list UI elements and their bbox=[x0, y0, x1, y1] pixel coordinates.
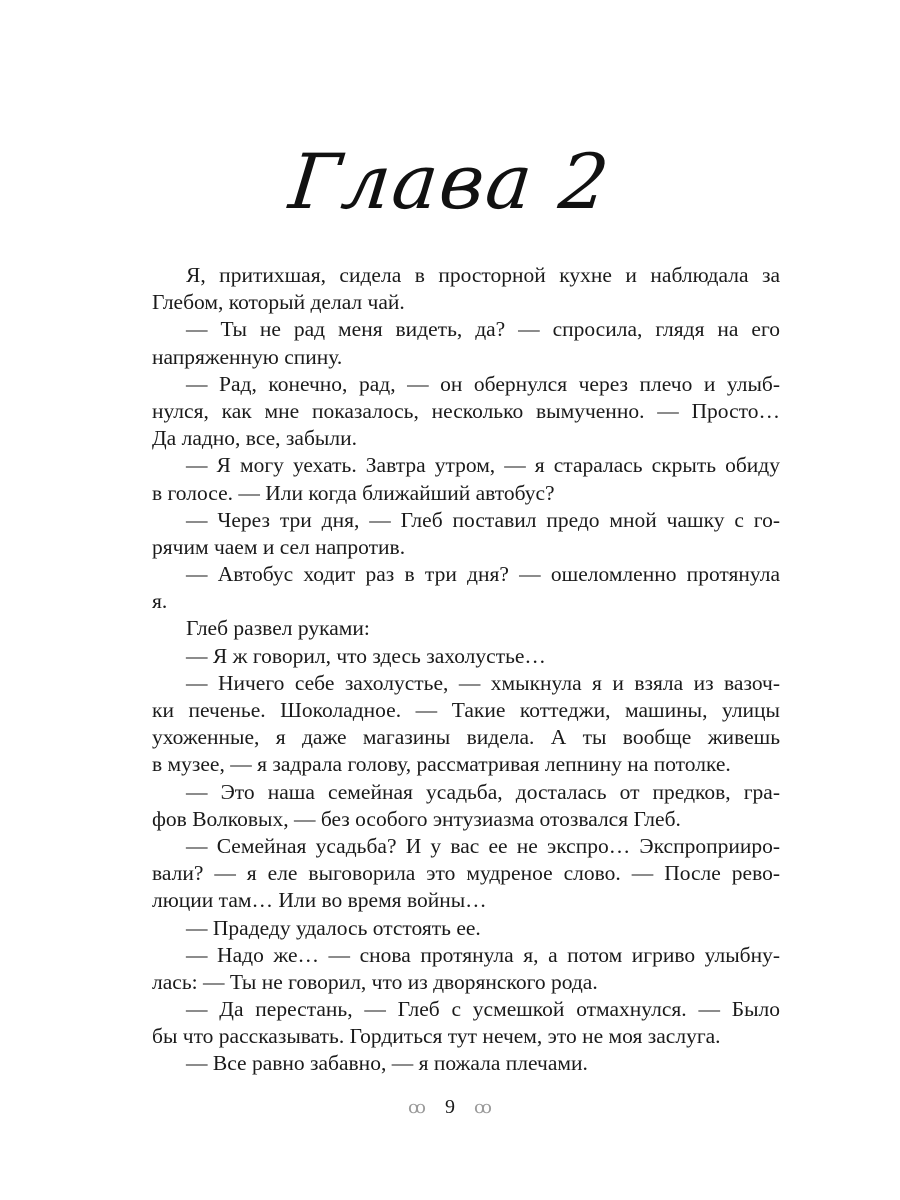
text-line: бы что рассказывать. Гордиться тут нечем, это не моя заслуга. bbox=[152, 1024, 721, 1049]
text-line: — Это наша семейная усадьба, досталась от предков, гра- bbox=[186, 779, 780, 804]
text-line: — Я ж говорил, что здесь захолустье… bbox=[186, 643, 546, 668]
text-line: — Да перестань, — Глеб с усмешкой отмахнулся. — Было bbox=[186, 997, 780, 1022]
text-line: в голосе. — Или когда ближайший автобус? bbox=[152, 480, 555, 505]
text-line: — Рад, конечно, рад, — он обернулся через плечо и улыб- bbox=[186, 371, 780, 396]
text-line: — Все равно забавно, — я пожала плечами. bbox=[186, 1051, 588, 1076]
text-line: — Автобус ходит раз в три дня? — ошеломленно протянула bbox=[186, 562, 780, 587]
left-flourish-icon: ꝏ bbox=[408, 1097, 426, 1118]
text-line: нулся, как мне показалось, несколько вымученно. — Просто… bbox=[152, 398, 780, 423]
text-line: фов Волковых, — без особого энтузиазма отозвался Глеб. bbox=[152, 806, 681, 831]
chapter-title: Глава 2 bbox=[285, 137, 615, 226]
text-line: в музее, — я задрала голову, рассматривая лепнину на потолке. bbox=[152, 752, 731, 777]
text-line: — Через три дня, — Глеб поставил предо мной чашку с го- bbox=[186, 507, 780, 532]
text-line: я. bbox=[152, 589, 168, 614]
text-line: Да ладно, все, забыли. bbox=[152, 426, 357, 451]
text-line: лась: — Ты не говорил, что из дворянского рода. bbox=[152, 969, 598, 994]
text-line: — Ничего себе захолустье, — хмыкнула я и взяла из вазоч- bbox=[186, 670, 780, 695]
text-line: — Ты не рад меня видеть, да? — спросила, глядя на его bbox=[186, 317, 780, 342]
right-flourish-icon: ꝏ bbox=[474, 1097, 492, 1118]
text-line: — Семейная усадьба? И у вас ее не экспро… Экспроприиро- bbox=[186, 833, 780, 858]
text-line: ки печенье. Шоколадное. — Такие коттеджи, машины, улицы bbox=[152, 698, 780, 722]
page-number: 9 bbox=[445, 1096, 455, 1119]
text-line: люции там… Или во время войны… bbox=[152, 888, 487, 913]
text-line: напряженную спину. bbox=[152, 344, 343, 369]
text-line: — Прадеду удалось отстоять ее. bbox=[186, 915, 481, 940]
text-line: Я, притихшая, сидела в просторной кухне и наблюдала за bbox=[186, 263, 780, 287]
text-line: — Надо же… — снова протянула я, а потом игриво улыбну- bbox=[186, 942, 780, 967]
text-line: ухоженные, я даже магазины видела. А ты вообще живешь bbox=[152, 725, 780, 750]
text-line: вали? — я еле выговорила это мудреное слово. — После рево- bbox=[152, 861, 780, 886]
page-footer bbox=[0, 1092, 900, 1121]
text-line: Глебом, который делал чай. bbox=[152, 290, 405, 315]
body-text bbox=[152, 262, 780, 1078]
text-line: рячим чаем и сел напротив. bbox=[152, 534, 406, 559]
text-line: — Я могу уехать. Завтра утром, — я старалась скрыть обиду bbox=[186, 453, 780, 478]
text-line: Глеб развел руками: bbox=[186, 616, 370, 641]
